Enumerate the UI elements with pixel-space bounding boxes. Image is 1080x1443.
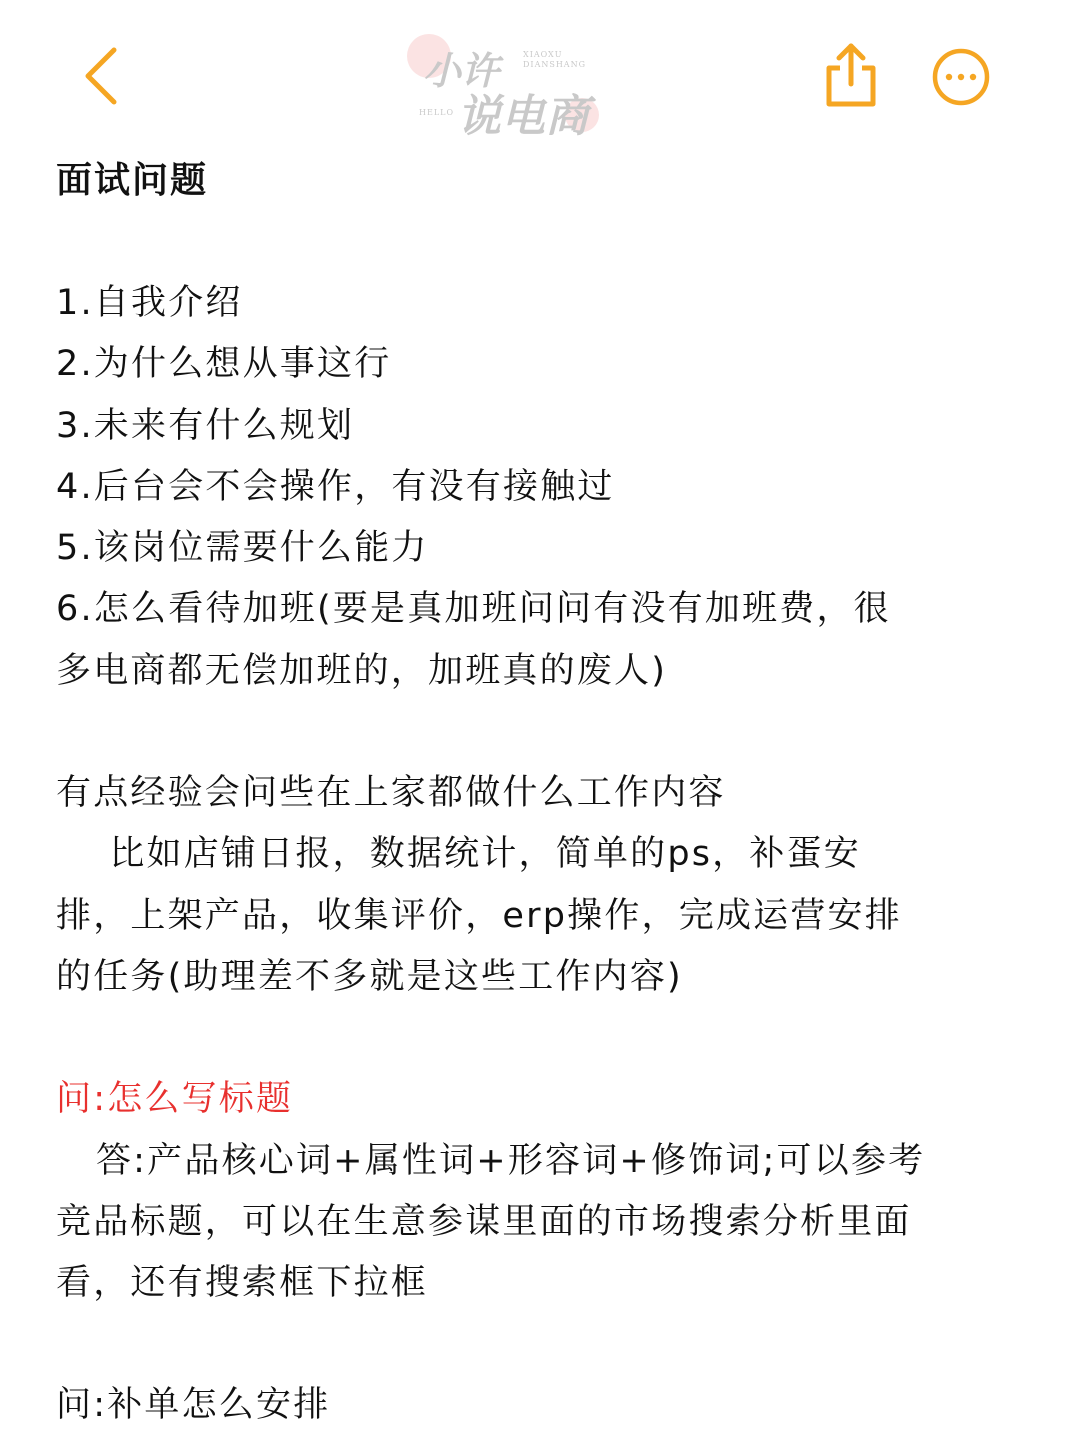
note-content	[56, 150, 1031, 1437]
share-button[interactable]	[818, 38, 884, 112]
spacer	[56, 1008, 1031, 1069]
back-button[interactable]	[70, 40, 134, 112]
question-item: 2.为什么想从事这行	[56, 344, 392, 385]
spacer	[56, 1314, 1031, 1375]
watermark-line1: 小许	[423, 48, 500, 93]
watermark-small-c: HELLO	[419, 108, 454, 117]
spacer	[56, 702, 1031, 763]
watermark-small-a: XIAOXU	[523, 50, 563, 59]
experience-paragraph: 有点经验会问些在上家都做什么工作内容 比如店铺日报，数据统计，简单的ps，补蛋安 排，上架产品，收集评价，erp操作，完成运营安排 的任务(助理差不多就是这些工作内容)	[56, 773, 902, 997]
share-icon	[818, 38, 884, 112]
watermark-small-b: DIANSHANG	[523, 60, 586, 69]
chevron-left-icon	[70, 40, 134, 112]
more-button[interactable]	[928, 44, 994, 110]
spacer	[56, 212, 1031, 273]
question-heading-red: 问:怎么写标题	[56, 1079, 294, 1120]
watermark-logo	[405, 28, 605, 142]
watermark-line2: 说电商	[457, 91, 589, 142]
question-item: 4.后台会不会操作，有没有接触过	[56, 466, 615, 507]
question-heading: 问:补单怎么安排	[56, 1385, 331, 1426]
question-item: 6.怎么看待加班(要是真加班问问有没有加班费，很 多电商都无偿加班的，加班真的废人)	[56, 589, 891, 691]
question-item: 3.未来有什么规划	[56, 405, 355, 446]
question-item: 1.自我介绍	[56, 283, 243, 323]
more-dots-icon	[928, 44, 994, 110]
top-bar	[0, 0, 1080, 150]
answer-paragraph: 答:产品核心词+属性词+形容词+修饰词;可以参考 竞品标题，可以在生意参谋里面的市场搜索分析里面 看，还有搜索框下拉框	[56, 1140, 926, 1304]
question-item: 5.该岗位需要什么能力	[56, 528, 429, 569]
page-title: 面试问题	[56, 160, 209, 201]
